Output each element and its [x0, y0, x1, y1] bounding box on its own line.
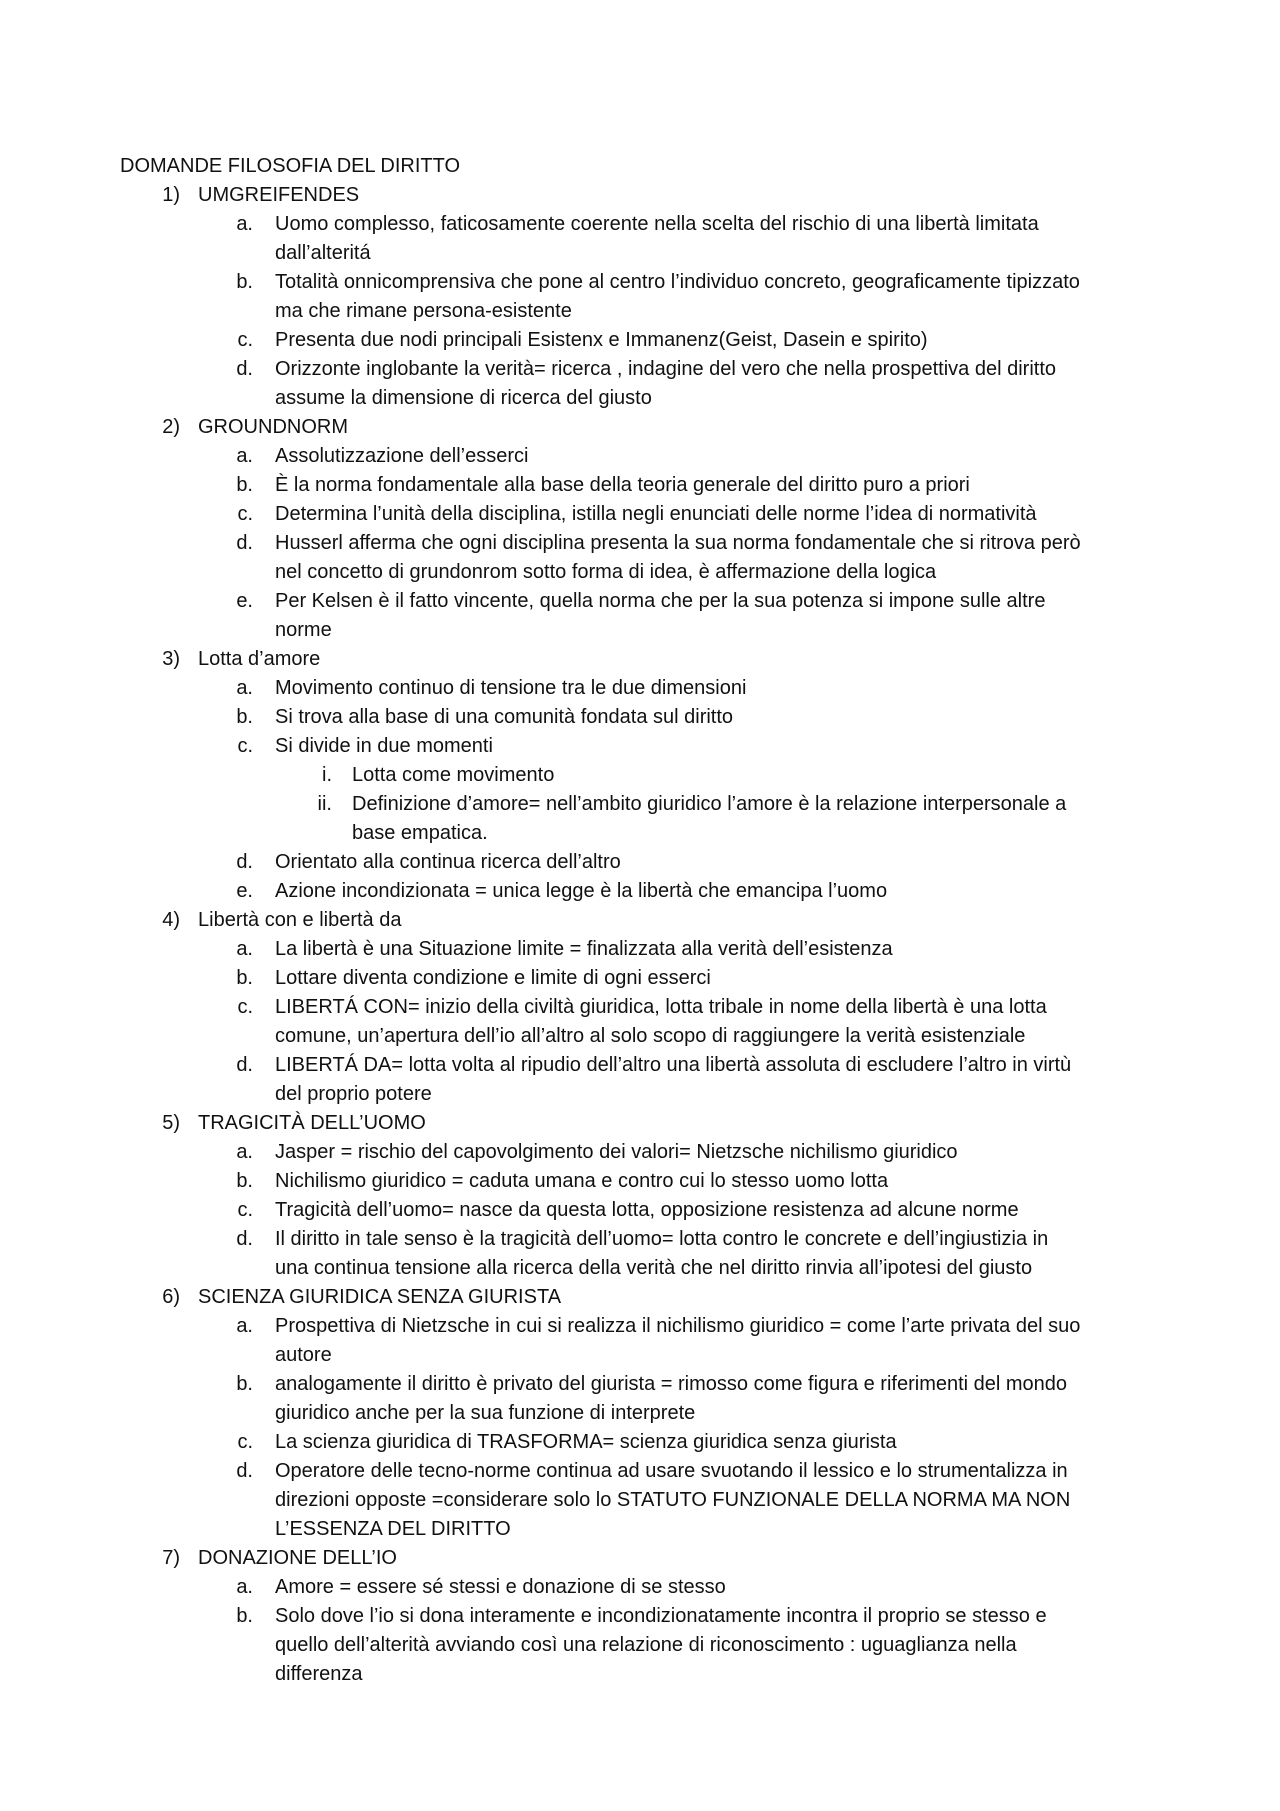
list-marker: 6): [162, 1286, 180, 1308]
list-marker: 7): [162, 1547, 180, 1569]
list-item: [0, 587, 1280, 616]
line-text: Azione incondizionata = unica legge è la libertà che emancipa l’uomo: [275, 880, 888, 902]
sub-list-item: [0, 819, 1280, 848]
list-marker: 4): [162, 909, 180, 931]
line-text: SCIENZA GIURIDICA SENZA GIURISTA: [198, 1286, 562, 1308]
line-text: Solo dove l’io si dona interamente e incondizionatamente incontra il proprio se stesso e: [275, 1605, 1047, 1627]
list-item: [0, 674, 1280, 703]
list-item: [0, 616, 1280, 645]
line-text: nel concetto di grundonrom sotto forma di idea, è affermazione della logica: [275, 561, 937, 583]
document-title: [0, 152, 1280, 181]
list-marker: a.: [236, 1141, 253, 1163]
list-item: [0, 1486, 1280, 1515]
list-marker: ii.: [317, 793, 332, 815]
line-text: comune, un’apertura dell’io all’altro al solo scopo di raggiungere la verità esistenziale: [275, 1025, 1026, 1047]
list-marker: d.: [236, 1228, 253, 1250]
sub-list-item: [0, 761, 1280, 790]
line-text: UMGREIFENDES: [198, 184, 360, 206]
line-text: Operatore delle tecno-norme continua ad usare svuotando il lessico e lo strumentalizza in: [275, 1460, 1068, 1482]
list-item: [0, 500, 1280, 529]
list-marker: e.: [236, 590, 253, 612]
list-item: [0, 1022, 1280, 1051]
line-text: Assolutizzazione dell’esserci: [275, 445, 529, 467]
list-marker: b.: [236, 1373, 253, 1395]
line-text: Movimento continuo di tensione tra le due dimensioni: [275, 677, 747, 699]
list-item: [0, 964, 1280, 993]
list-marker: a.: [236, 445, 253, 467]
section-heading: [0, 181, 1280, 210]
line-text: Definizione d’amore= nell’ambito giuridico l’amore è la relazione interpersonale a: [352, 793, 1067, 815]
list-item: [0, 1457, 1280, 1486]
list-item: [0, 1167, 1280, 1196]
list-item: [0, 1515, 1280, 1544]
list-item: [0, 239, 1280, 268]
list-marker: a.: [236, 1315, 253, 1337]
line-text: Libertà con e libertà da: [198, 909, 402, 931]
list-item: [0, 1428, 1280, 1457]
list-marker: a.: [236, 677, 253, 699]
list-marker: a.: [236, 938, 253, 960]
section-heading: [0, 413, 1280, 442]
list-item: [0, 384, 1280, 413]
list-item: [0, 1196, 1280, 1225]
line-text: Si trova alla base di una comunità fondata sul diritto: [275, 706, 734, 728]
line-text: Tragicità dell’uomo= nasce da questa lotta, opposizione resistenza ad alcune norme: [275, 1199, 1019, 1221]
line-text: Il diritto in tale senso è la tragicità dell’uomo= lotta contro le concrete e dell’ingiustizia in: [275, 1228, 1049, 1250]
list-marker: d.: [236, 851, 253, 873]
list-item: [0, 297, 1280, 326]
line-text: dall’alteritá: [275, 242, 371, 264]
line-text: Per Kelsen è il fatto vincente, quella norma che per la sua potenza si impone sulle altre: [275, 590, 1046, 612]
list-marker: c.: [237, 329, 253, 351]
line-text: Lotta d’amore: [198, 648, 321, 670]
list-marker: b.: [236, 271, 253, 293]
list-item: [0, 935, 1280, 964]
list-item: [0, 848, 1280, 877]
list-marker: b.: [236, 967, 253, 989]
list-item: [0, 1399, 1280, 1428]
line-text: È la norma fondamentale alla base della teoria generale del diritto puro a priori: [275, 474, 970, 496]
line-text: LIBERTÁ DA= lotta volta al ripudio dell’altro una libertà assoluta di escludere l’altro in virtù: [275, 1054, 1072, 1076]
list-marker: d.: [236, 1054, 253, 1076]
line-text: DONAZIONE DELL’IO: [198, 1547, 397, 1569]
list-marker: 3): [162, 648, 180, 670]
list-item: [0, 529, 1280, 558]
line-text: ma che rimane persona-esistente: [275, 300, 572, 322]
line-text: DOMANDE FILOSOFIA DEL DIRITTO: [120, 155, 461, 177]
list-item: [0, 993, 1280, 1022]
list-marker: b.: [236, 706, 253, 728]
list-marker: b.: [236, 1605, 253, 1627]
line-text: Orientato alla continua ricerca dell’altro: [275, 851, 621, 873]
line-text: norme: [275, 619, 332, 641]
list-item: [0, 1254, 1280, 1283]
list-marker: i.: [322, 764, 332, 786]
line-text: La scienza giuridica di TRASFORMA= scienza giuridica senza giurista: [275, 1431, 897, 1453]
list-item: [0, 1660, 1280, 1689]
list-item: [0, 558, 1280, 587]
line-text: autore: [275, 1344, 332, 1366]
line-text: Jasper = rischio del capovolgimento dei valori= Nietzsche nichilismo giuridico: [275, 1141, 958, 1163]
line-text: assume la dimensione di ricerca del giusto: [275, 387, 652, 409]
line-text: Determina l’unità della disciplina, istilla negli enunciati delle norme l’idea di normatività: [275, 503, 1037, 525]
list-item: [0, 703, 1280, 732]
section-heading: [0, 906, 1280, 935]
list-marker: d.: [236, 1460, 253, 1482]
line-text: Totalità onnicomprensiva che pone al centro l’individuo concreto, geograficamente tipizzato: [275, 271, 1080, 293]
line-text: quello dell’alterità avviando così una relazione di riconoscimento : uguaglianza nella: [275, 1634, 1017, 1656]
list-item: [0, 1312, 1280, 1341]
list-item: [0, 355, 1280, 384]
section-heading: [0, 1109, 1280, 1138]
section-heading: [0, 645, 1280, 674]
list-marker: e.: [236, 880, 253, 902]
line-text: una continua tensione alla ricerca della verità che nel diritto rinvia all’ipotesi del giusto: [275, 1257, 1033, 1279]
list-marker: b.: [236, 474, 253, 496]
line-text: differenza: [275, 1663, 363, 1685]
line-text: giuridico anche per la sua funzione di interprete: [275, 1402, 696, 1424]
list-item: [0, 1602, 1280, 1631]
list-item: [0, 1341, 1280, 1370]
line-text: L’ESSENZA DEL DIRITTO: [275, 1518, 511, 1540]
list-item: [0, 1370, 1280, 1399]
list-item: [0, 732, 1280, 761]
list-item: [0, 268, 1280, 297]
list-item: [0, 1631, 1280, 1660]
sub-list-item: [0, 790, 1280, 819]
line-text: Lotta come movimento: [352, 764, 555, 786]
line-text: analogamente il diritto è privato del giurista = rimosso come figura e riferimenti del mondo: [275, 1373, 1068, 1395]
list-marker: a.: [236, 213, 253, 235]
list-marker: 5): [162, 1112, 180, 1134]
list-item: [0, 1080, 1280, 1109]
list-marker: d.: [236, 358, 253, 380]
list-marker: c.: [237, 503, 253, 525]
list-marker: b.: [236, 1170, 253, 1192]
line-text: direzioni opposte =considerare solo lo STATUTO FUNZIONALE DELLA NORMA MA NON: [275, 1489, 1071, 1511]
line-text: Si divide in due momenti: [275, 735, 493, 757]
list-marker: 1): [162, 184, 180, 206]
line-text: Nichilismo giuridico = caduta umana e contro cui lo stesso uomo lotta: [275, 1170, 889, 1192]
list-marker: a.: [236, 1576, 253, 1598]
list-marker: c.: [237, 1199, 253, 1221]
list-marker: 2): [162, 416, 180, 438]
section-heading: [0, 1283, 1280, 1312]
list-item: [0, 442, 1280, 471]
list-marker: d.: [236, 532, 253, 554]
list-item: [0, 877, 1280, 906]
line-text: Amore = essere sé stessi e donazione di se stesso: [275, 1576, 726, 1598]
line-text: LIBERTÁ CON= inizio della civiltà giuridica, lotta tribale in nome della libertà è una lotta: [275, 996, 1047, 1018]
line-text: GROUNDNORM: [198, 416, 348, 438]
section-heading: [0, 1544, 1280, 1573]
list-item: [0, 1051, 1280, 1080]
line-text: TRAGICITÀ DELL’UOMO: [198, 1112, 426, 1134]
line-text: Uomo complesso, faticosamente coerente nella scelta del rischio di una libertà limitata: [275, 213, 1039, 235]
list-marker: c.: [237, 996, 253, 1018]
list-item: [0, 1138, 1280, 1167]
line-text: Husserl afferma che ogni disciplina presenta la sua norma fondamentale che si ritrova però: [275, 532, 1081, 554]
list-item: [0, 326, 1280, 355]
list-marker: c.: [237, 735, 253, 757]
line-text: del proprio potere: [275, 1083, 432, 1105]
line-text: Prospettiva di Nietzsche in cui si realizza il nichilismo giuridico = come l’arte privata del suo: [275, 1315, 1081, 1337]
line-text: La libertà è una Situazione limite = finalizzata alla verità dell’esistenza: [275, 938, 893, 960]
list-item: [0, 210, 1280, 239]
list-item: [0, 471, 1280, 500]
line-text: Presenta due nodi principali Esistenx e Immanenz(Geist, Dasein e spirito): [275, 329, 928, 351]
line-text: base empatica.: [352, 822, 488, 844]
line-text: Lottare diventa condizione e limite di ogni esserci: [275, 967, 711, 989]
list-item: [0, 1225, 1280, 1254]
list-item: [0, 1573, 1280, 1602]
list-marker: c.: [237, 1431, 253, 1453]
line-text: Orizzonte inglobante la verità= ricerca , indagine del vero che nella prospettiva del diritto: [275, 358, 1056, 380]
